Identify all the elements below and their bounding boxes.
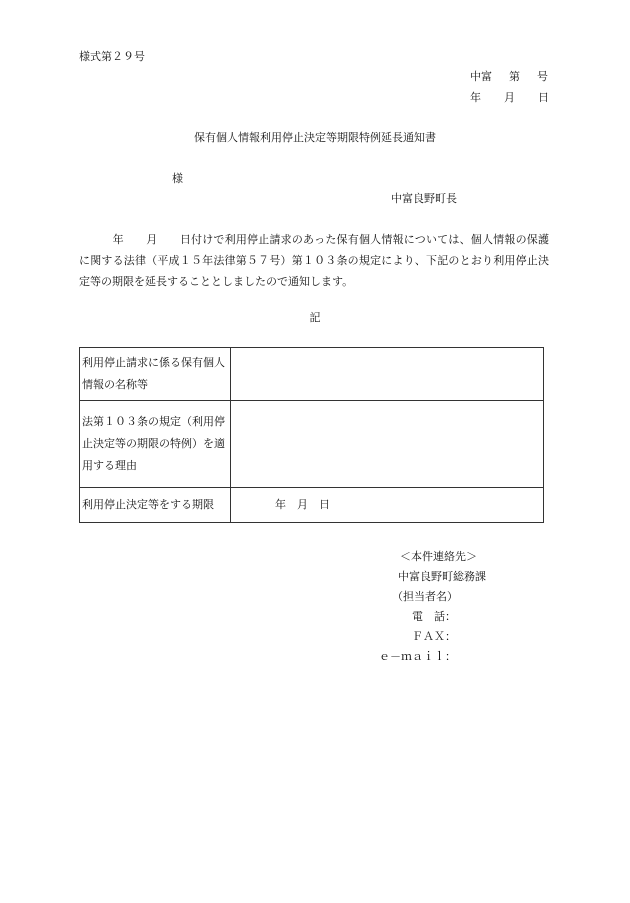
table-row-label: 利用停止請求に係る保有個人情報の名称等 (80, 348, 231, 401)
contact-email: ｅ－ｍａｉｌ： (379, 650, 456, 663)
contact-person: （担当者名） (392, 590, 458, 603)
document-number-dai: 第 (509, 70, 520, 83)
details-table (79, 347, 544, 523)
table-row (80, 488, 544, 523)
body-text: 年 月 日付けで利用停止請求のあった保有個人情報については、個人情報の保護に関する法律（平成１５年法律第５７号）第１０３条の規定により、下記のとおり利用停止決定等の期限を延長することとしましたので通知します。 (79, 233, 549, 288)
table-row-label: 利用停止決定等をする期限 (80, 488, 231, 523)
table-row-label: 法第１０３条の規定（利用停止決定等の期限の特例）を適用する理由 (80, 401, 231, 488)
sender: 中富良野町長 (391, 192, 457, 205)
document-date (470, 91, 549, 105)
table-row (80, 348, 544, 401)
contact-tel: 電 話： (412, 610, 456, 623)
date-day: 日 (538, 91, 549, 104)
contact-block (366, 547, 526, 667)
table-row (80, 401, 544, 488)
table-row-value (231, 348, 544, 401)
date-month: 月 (504, 91, 515, 104)
ki-heading: 記 (309, 311, 321, 324)
document-number (470, 70, 548, 84)
date-year: 年 (470, 91, 481, 104)
contact-title: ＜本件連絡先＞ (400, 550, 477, 563)
table-row-value: 年 月 日 (231, 488, 544, 523)
document-number-prefix: 中富 (470, 70, 492, 83)
document-title: 保有個人情報利用停止決定等期限特例延長通知書 (194, 131, 436, 144)
addressee: 様 (172, 172, 183, 185)
table-row-value (231, 401, 544, 488)
contact-department: 中富良野町総務課 (398, 570, 486, 583)
contact-fax: ＦＡＸ： (412, 630, 456, 643)
document-number-go: 号 (537, 70, 548, 83)
form-number: 様式第２９号 (79, 50, 145, 63)
